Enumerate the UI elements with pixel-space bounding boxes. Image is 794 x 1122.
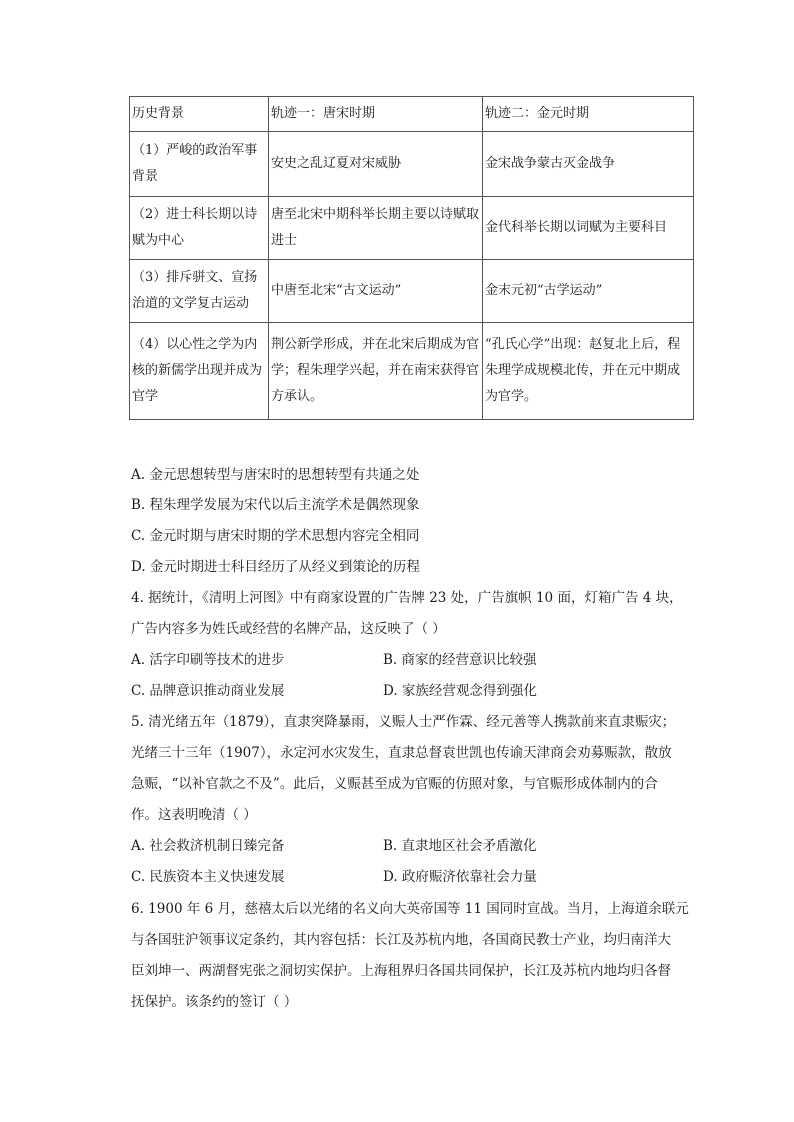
table-cell: （4）以心性之学为内核的新儒学出现并成为官学: [130, 323, 269, 420]
q6-stem-line: 抚保护。该条约的签订（ ）: [131, 994, 298, 1010]
q4-stem-line: 4. 据统计，《清明上河图》中有商家设置的广告牌 23 处，广告旗帜 10 面，灯箱广告 4 块，: [131, 590, 683, 606]
table-cell: 唐至北宋中期科举长期主要以诗赋取进士: [269, 197, 483, 260]
q4-option-d: D. 家族经营观念得到强化: [383, 683, 537, 699]
q3-option-b: B. 程朱理学发展为宋代以后主流学术是偶然现象: [131, 497, 420, 513]
q6-stem-line: 6. 1900 年 6 月，慈禧太后以光绪的名义向大英帝国等 11 国同时宣战。当月，上海道余联元: [131, 901, 689, 917]
q5-option-a: A. 社会救济机制日臻完备: [131, 838, 285, 854]
table-cell: 金代科举长期以词赋为主要科目: [483, 197, 694, 260]
table-header-cell: 历史背景: [130, 97, 269, 132]
table-header-row: [130, 97, 694, 132]
q4-option-c: C. 品牌意识推动商业发展: [131, 683, 285, 699]
q5-stem-line: 5. 清光绪五年（1879），直隶突降暴雨，义赈人士严作霖、经元善等人携款前来直隶赈灾；: [131, 714, 676, 730]
table-cell: （2）进士科长期以诗赋为中心: [130, 197, 269, 260]
table-cell: 荆公新学形成，并在北宋后期成为官学；程朱理学兴起，并在南宋获得官方承认。: [269, 323, 483, 420]
q4-stem-line: 广告内容多为姓氏或经营的名牌产品，这反映了（ ）: [131, 621, 446, 637]
q5-option-c: C. 民族资本主义快速发展: [131, 869, 285, 885]
table-row: [130, 132, 694, 197]
table-header-cell: 轨迹二：金元时期: [483, 97, 694, 132]
table-row: [130, 260, 694, 323]
table-cell: （3）排斥骈文、宣扬治道的文学复古运动: [130, 260, 269, 323]
table-cell: 安史之乱辽夏对宋威胁: [269, 132, 483, 197]
q5-stem-line: 作。这表明晚清（ ）: [131, 807, 257, 823]
table-cell: （1）严峻的政治军事背景: [130, 132, 269, 197]
table-cell: “孔氏心学”出现：赵复北上后，程朱理学成规模北传，并在元中期成为官学。: [483, 323, 694, 420]
q6-stem-line: 臣刘坤一、两湖督宪张之洞切实保护。上海租界归各国共同保护，长江及苏杭内地均归各督: [131, 963, 671, 979]
table-cell: 金末元初“古学运动”: [483, 260, 694, 323]
q5-option-d: D. 政府赈济依靠社会力量: [383, 869, 537, 885]
q3-option-a: A. 金元思想转型与唐宋时的思想转型有共通之处: [131, 467, 420, 483]
q5-option-b: B. 直隶地区社会矛盾激化: [383, 838, 537, 854]
q5-stem-line: 光绪三十三年（1907），永定河水灾发生，直隶总督袁世凯也传谕天津商会劝募赈款，散放: [131, 745, 672, 761]
table-header-cell: 轨迹一：唐宋时期: [269, 97, 483, 132]
q3-option-d: D. 金元时期进士科目经历了从经义到策论的历程: [131, 559, 420, 575]
table-row: [130, 197, 694, 260]
table-cell: 中唐至北宋“古文运动”: [269, 260, 483, 323]
q3-option-c: C. 金元时期与唐宋时期的学术思想内容完全相同: [131, 528, 420, 544]
q4-option-b: B. 商家的经营意识比较强: [383, 652, 537, 668]
table-row: [130, 323, 694, 420]
history-table: [129, 96, 694, 420]
q5-stem-line: 急赈，“以补官款之不及”。此后，义赈甚至成为官赈的仿照对象，与官赈形成体制内的合: [131, 776, 658, 792]
q4-option-a: A. 活字印刷等技术的进步: [131, 652, 285, 668]
q6-stem-line: 与各国驻沪领事议定条约，其内容包括：长江及苏杭内地，各国商民教士产业，均归南洋大: [131, 932, 671, 948]
table-cell: 金宋战争蒙古灭金战争: [483, 132, 694, 197]
